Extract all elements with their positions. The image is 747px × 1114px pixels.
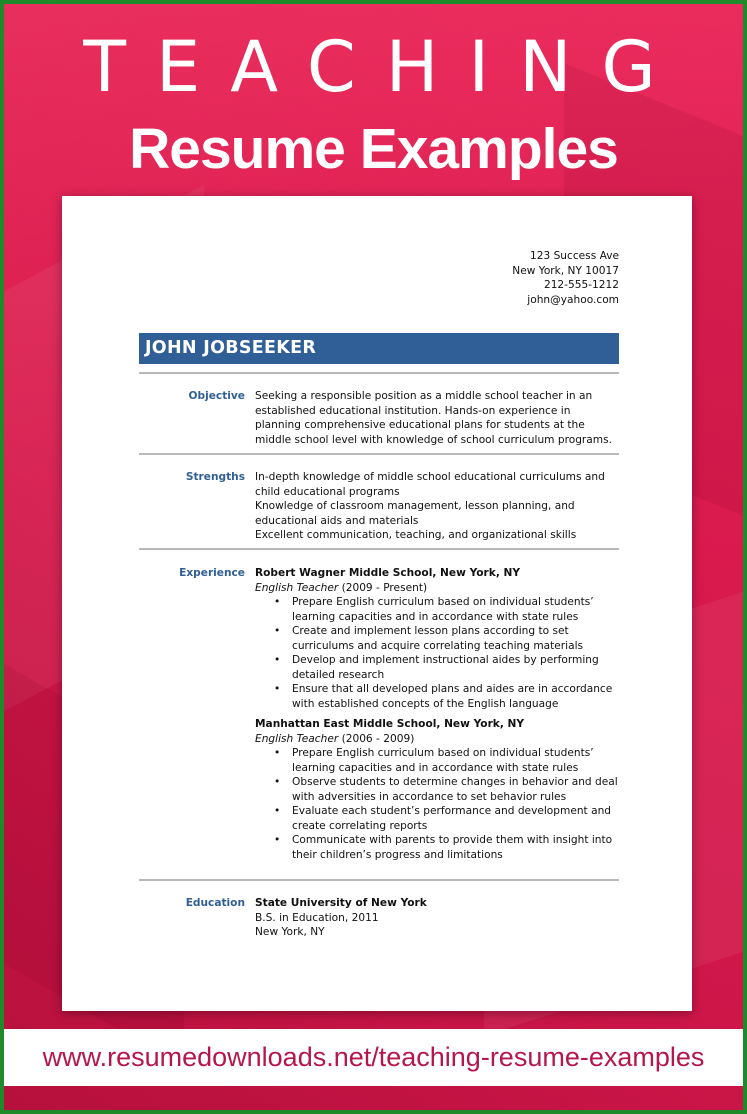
poster-title: TEACHING [83,26,686,108]
strength-item: In-depth knowledge of middle school educational curriculums and child educational programs [255,471,605,498]
job-employer: Robert Wagner Middle School, New York, NY [255,567,521,579]
job-role [255,732,619,747]
experience-section [255,566,619,862]
job-employer: Manhattan East Middle School, New York, NY [255,718,525,730]
education-location: New York, NY [255,926,325,938]
education-section [255,896,619,940]
duty-item: • Ensure that all developed plans and aides are in accordance with established concepts of the English language [255,682,619,711]
contact-city: New York, NY 10017 [512,264,619,277]
education-degree: B.S. in Education, 2011 [255,911,379,924]
duty-item: • Develop and implement instructional aides by performing detailed research [255,653,619,682]
job-dates: (2009 - Present) [341,581,428,594]
contact-email: john@yahoo.com [527,293,619,306]
job-title: English Teacher [255,732,339,745]
objective-label: Objective [188,390,245,402]
experience-label: Experience [179,567,245,579]
job-duties [255,595,619,711]
strengths-section [255,470,619,543]
section-divider [139,548,619,550]
contact-phone: 212-555-1212 [543,279,619,291]
section-divider [139,453,619,455]
poster-frame [4,4,743,1110]
job-entry [255,566,619,711]
duty-item: • Create and implement lesson plans according to set curriculums and acquire correlating teaching materials [255,624,619,653]
job-entry [255,717,619,862]
job-role [255,581,619,596]
contact-street: 123 Success Ave [529,250,619,262]
strength-item: Knowledge of classroom management, lesson planning, and educational aids and materials [255,500,575,527]
candidate-name: JOHN JOBSEEKER [139,333,619,364]
resume-page [62,196,692,1011]
duty-item: • Observe students to determine changes in behavior and deal with adversities in accordance to set behavior rules [255,775,619,804]
education-label: Education [185,897,245,909]
education-school: State University of New York [255,897,427,909]
duty-item: • Communicate with parents to provide them with insight into their children’s progress and limitations [255,833,619,862]
objective-text: Seeking a responsible position as a middle school teacher in an established educational institution. Hands-on experience in planning comprehensive educational plans for students at the middle school level with knowledge of school curriculum programs. [255,390,612,446]
objective-section [255,389,619,447]
source-url[interactable]: www.resumedownloads.net/teaching-resume-examples [4,1029,743,1086]
duty-item: • Prepare English curriculum based on individual students’ learning capacities and in accordance with state rules [255,595,619,624]
strengths-label: Strengths [185,471,245,483]
poster-subtitle: Resume Examples [129,117,618,181]
contact-block [512,249,619,307]
job-title: English Teacher [255,581,339,594]
section-divider [139,372,619,374]
job-duties [255,746,619,862]
job-dates: (2006 - 2009) [341,732,415,745]
section-divider [139,879,619,881]
strength-item: Excellent communication, teaching, and organizational skills [255,529,577,541]
duty-item: • Prepare English curriculum based on individual students’ learning capacities and in accordance with state rules [255,746,619,775]
duty-item: • Evaluate each student’s performance and development and create correlating reports [255,804,619,833]
